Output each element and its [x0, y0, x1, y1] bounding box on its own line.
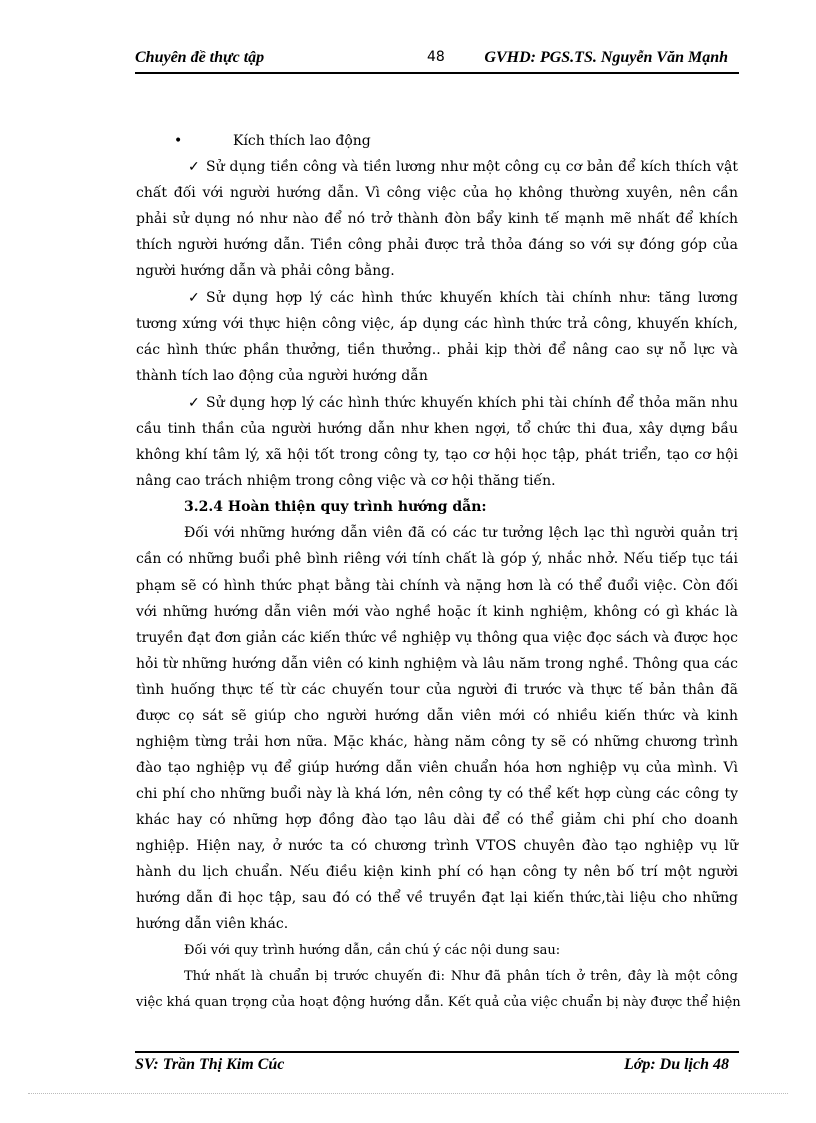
header-rule [135, 72, 739, 74]
paragraph-line: thành tích lao động của người hướng dẫn [136, 368, 428, 384]
page-header [135, 46, 740, 72]
paragraph-line: khác hay có những hợp đồng đào tạo lâu dài để có thể giảm chi phí cho doanh [136, 812, 738, 828]
paragraph-line: nghiệm từng trải hơn nữa. Mặc khác, hàng năm công ty sẽ có những chương trình [136, 734, 738, 750]
paragraph-line: người hướng dẫn và phải công bằng. [136, 263, 395, 279]
checkmark-icon: ✓ [188, 159, 200, 175]
page-number: 48 [427, 49, 445, 65]
paragraph-line: nâng cao trách nhiệm trong công việc và cơ hội thăng tiến. [136, 473, 556, 489]
paragraph-line: hướng dẫn đi học tập, sau đó có thể về truyền đạt lại kiến thức,tài liệu cho những [136, 890, 738, 906]
paragraph-line: hỏi từ những hướng dẫn viên có kinh nghiệm và lâu năm trong nghề. Thông qua các [136, 656, 738, 672]
paragraph-line: truyền đạt đơn giản các kiến thức về nghiệp vụ thông qua việc đọc sách và được học [136, 630, 738, 646]
section-heading: 3.2.4 Hoàn thiện quy trình hướng dẫn: [184, 499, 487, 515]
paragraph-line: được cọ sát sẽ giúp cho người hướng dẫn viên mới có nhiều kiến thức và kinh [136, 708, 738, 724]
paragraph-line: đào tạo nghiệp vụ để giúp hướng dẫn viên chuẩn hóa hơn nghiệp vụ của mình. Vì [136, 760, 738, 776]
footer-rule [135, 1051, 739, 1053]
page-footer [135, 1056, 739, 1080]
paragraph-line: tương xứng với thực hiện công việc, áp dụng các hình thức trả công, khuyến khích, [136, 316, 738, 332]
paragraph-line: với những hướng dẫn viên mới vào nghề hoặc ít kinh nghiệm, không có gì khác là [136, 604, 738, 620]
paragraph-line: cần có những buổi phê bình riêng với tính chất là góp ý, nhắc nhở. Nếu tiếp tục tái [136, 551, 738, 567]
footer-student: SV: Trần Thị Kim Cúc [135, 1056, 285, 1073]
header-supervisor: GVHD: PGS.TS. Nguyễn Văn Mạnh [484, 49, 728, 66]
bullet-heading: Kích thích lao động [233, 133, 371, 149]
bullet-line [136, 128, 738, 154]
paragraph-line: Đối với những hướng dẫn viên đã có các tư tưởng lệch lạc thì người quản trị [184, 525, 738, 541]
checkmark-icon: ✓ [188, 290, 200, 306]
paragraph-line: Đối với quy trình hướng dẫn, cần chú ý các nội dung sau: [184, 943, 561, 958]
paragraph-line: thích người hướng dẫn. Tiền công phải được trả thỏa đáng so với sự đóng góp của [136, 237, 738, 253]
paragraph-line: chất đối với người hướng dẫn. Vì công việc của họ không thường xuyên, nên cần [136, 185, 738, 201]
paragraph-line: việc khá quan trọng của hoạt động hướng dẫn. Kết quả của việc chuẩn bị này được thể hiện [136, 995, 741, 1010]
paragraph-line: cầu tinh thần của người hướng dẫn như khen ngợi, tổ chức thi đua, xây dựng bầu [136, 421, 738, 437]
paragraph-line: ✓ Sử dụng hợp lý các hình thức khuyến khích phi tài chính để thỏa mãn nhu [188, 390, 738, 416]
page-edge-divider [28, 1093, 788, 1094]
paragraph-line: phải sử dụng nó như nào để nó trở thành đòn bẩy kinh tế mạnh mẽ nhất để khích [136, 211, 738, 227]
paragraph-line: các hình thức phần thưởng, tiền thưởng.. phải kịp thời để nâng cao sự nỗ lực và [136, 342, 738, 358]
paragraph-line: chi phí cho những buổi này là khá lớn, nên công ty có thể kết hợp cùng các công ty [136, 786, 738, 802]
header-title: Chuyên đề thực tập [135, 49, 265, 66]
paragraph-line: nghiệp. Hiện nay, ở nước ta có chương trình VTOS chuyên đào tạo nghiệp vụ lữ [136, 838, 738, 854]
checkmark-icon: ✓ [188, 395, 200, 411]
paragraph-line: Thứ nhất là chuẩn bị trước chuyến đi: Như đã phân tích ở trên, đây là một công [184, 969, 738, 984]
paragraph-line: không khí tâm lý, xã hội tốt trong công ty, tạo cơ hội học tập, phát triển, tạo cơ hội [136, 447, 738, 463]
paragraph-line: hành du lịch chuẩn. Nếu điều kiện kinh phí có hạn công ty nên bố trí một người [136, 864, 738, 880]
paragraph-line: phạm sẽ có hình thức phạt bằng tài chính và nặng hơn là có thể đuổi việc. Còn đối [136, 578, 738, 594]
paragraph-line: tình huống thực tế từ các chuyến tour của người đi trước và thực tế bản thân đã [136, 682, 738, 698]
paragraph-line: hướng dẫn viên khác. [136, 916, 289, 932]
footer-class: Lớp: Du lịch 48 [623, 1056, 729, 1073]
paragraph-line: ✓ Sử dụng hợp lý các hình thức khuyến khích tài chính như: tăng lương [188, 285, 738, 311]
bullet-icon: • [174, 133, 183, 149]
paragraph-line: ✓ Sử dụng tiền công và tiền lương như một công cụ cơ bản để kích thích vật [188, 154, 738, 180]
